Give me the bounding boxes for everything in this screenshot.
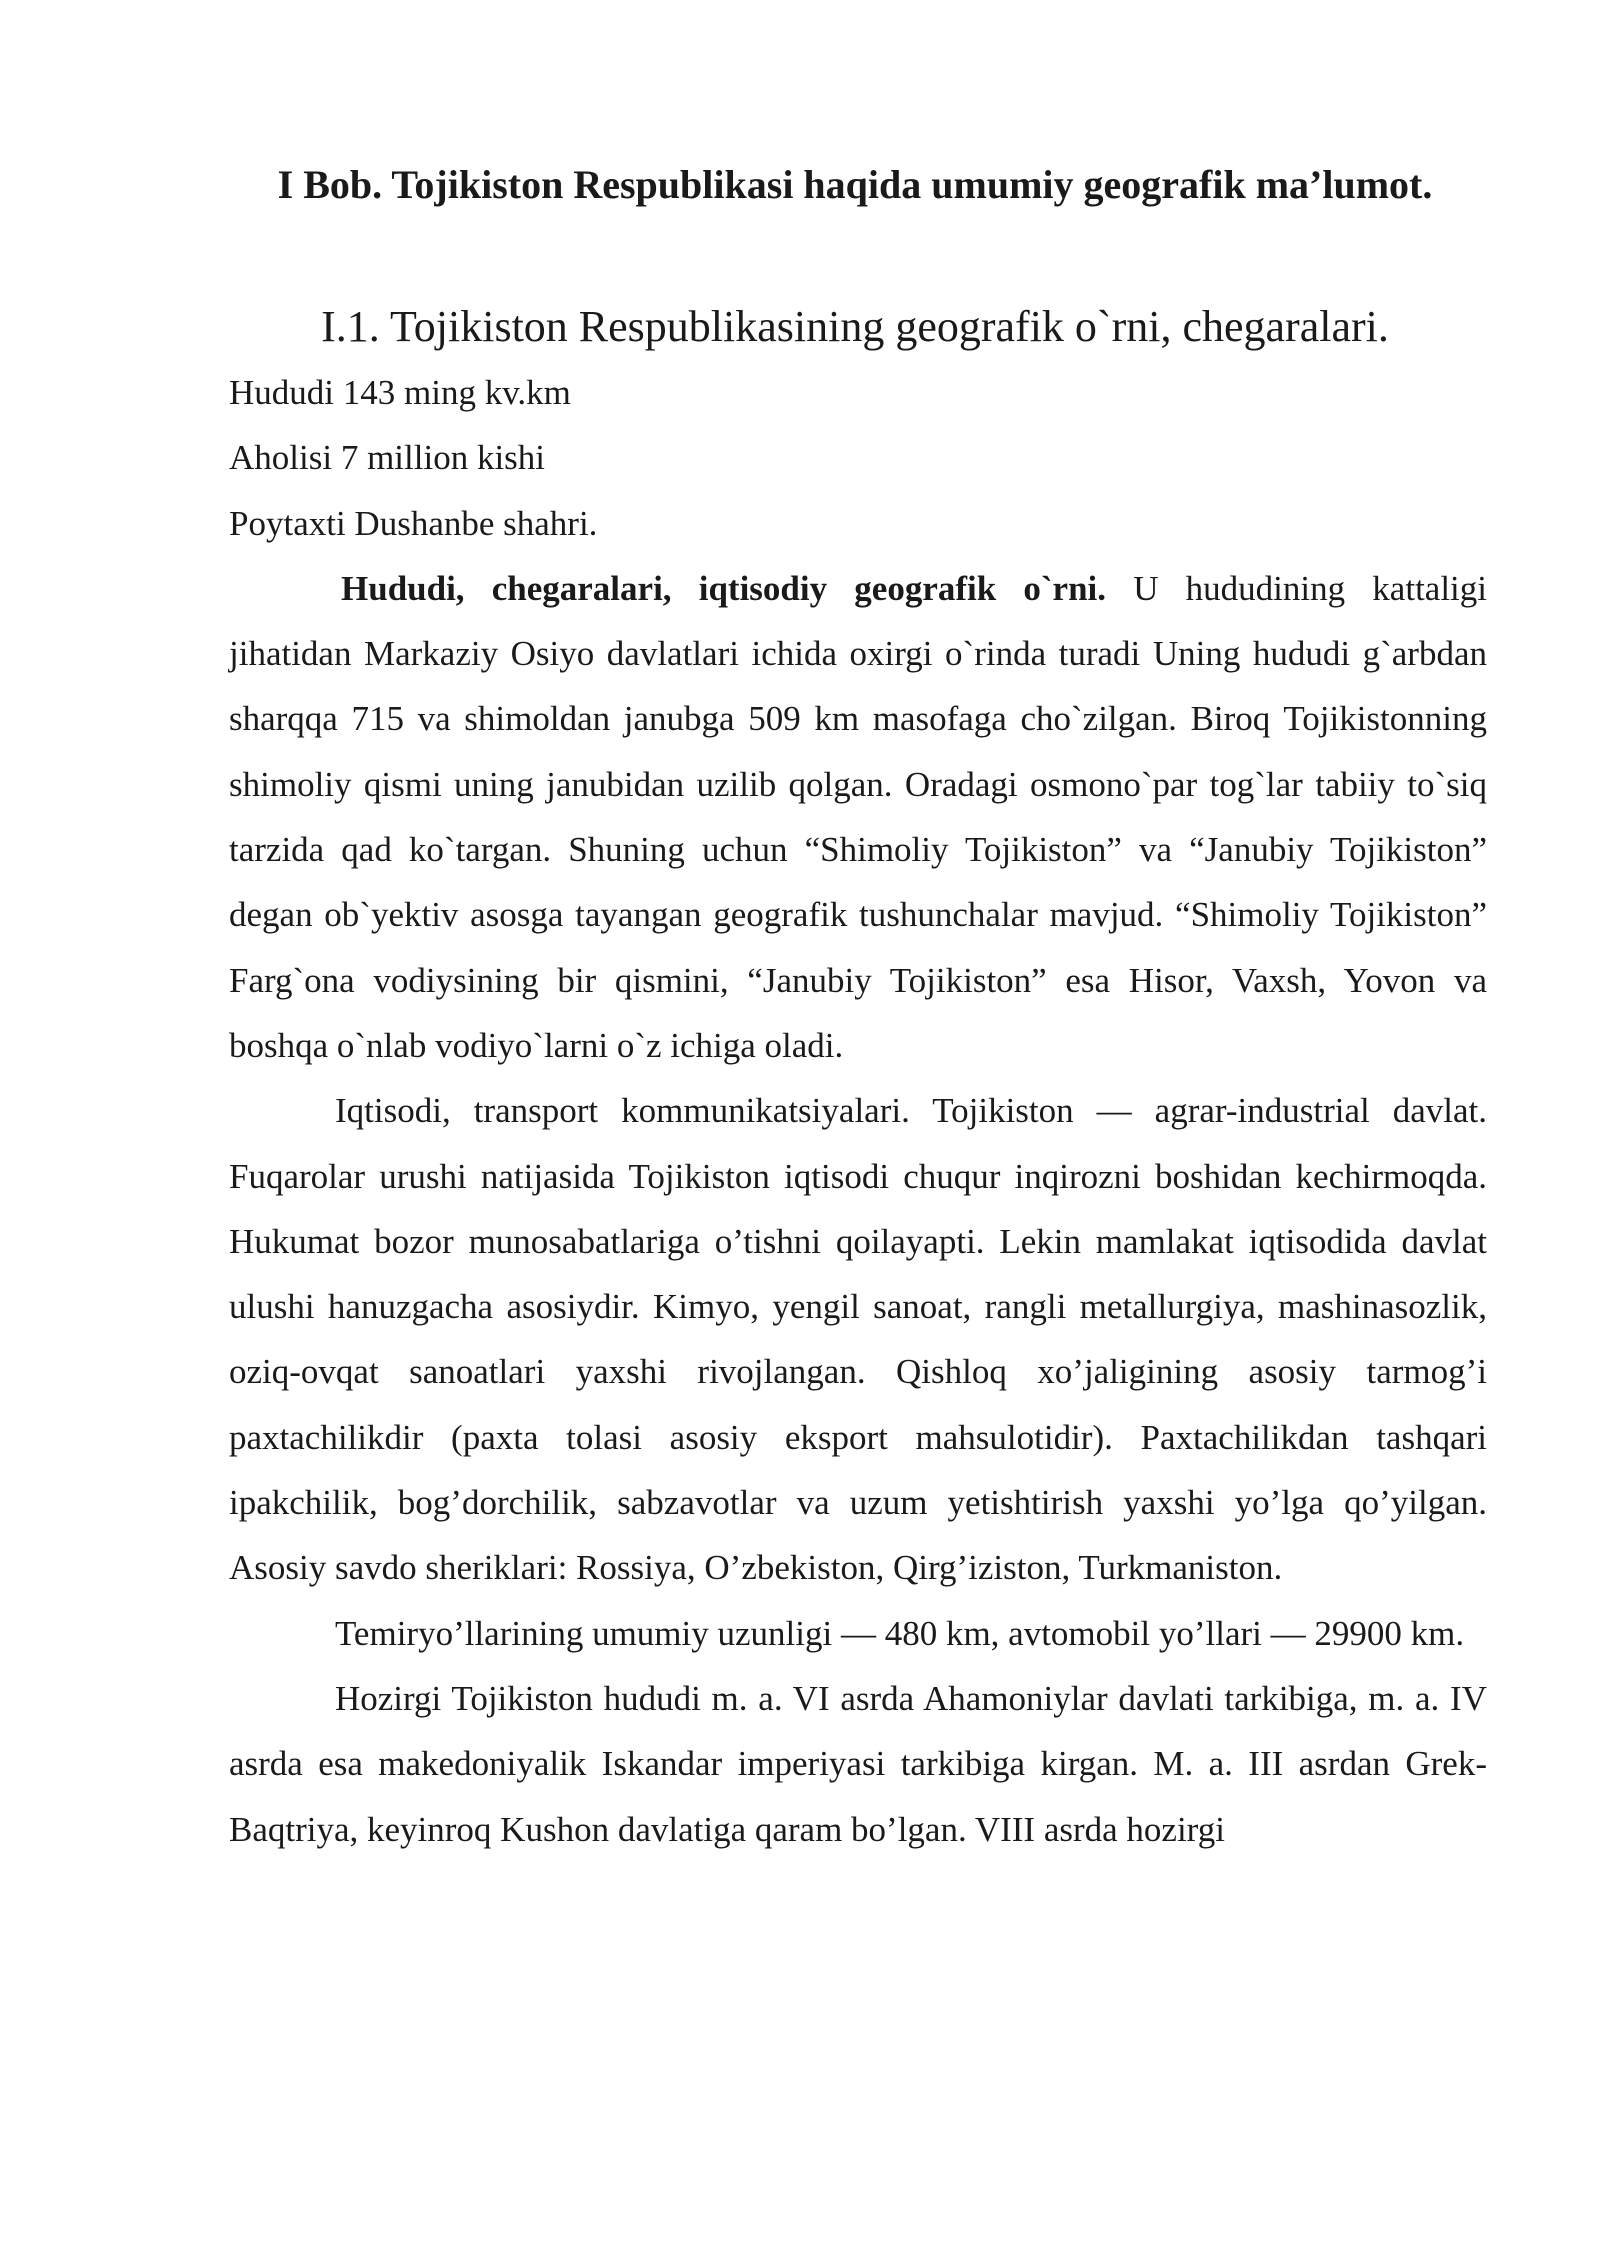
document-body (229, 360, 1487, 1862)
economy-paragraph: Iqtisodi, transport kommunikatsiyalari. Tojikiston — agrar-industrial davlat. Fuqarolar urushi natijasida Tojikiston iqtisodi chuqur inqirozni boshidan kechirmoqda. Hukumat bozor munosabatlariga o’tishni qoilayapti. Lekin mamlakat iqtisodida davlat ulushi hanuzgacha asosiydir. Kimyo, yengil sanoat, rangli metallurgiya, mashinasozlik, oziq-ovqat sanoatlari yaxshi rivojlangan. Qishloq xo’jaligining asosiy tarmog’i paxtachilikdir (paxta tolasi asosiy eksport mahsulotidir). Paxtachilikdan tashqari ipakchilik, bog’dorchilik, sabzavotlar va uzum yetishtirish yaxshi yo’lga qo’yilgan. Asosiy savdo sheriklari: Rossiya, O’zbekiston, Qirg’iziston, Turkmaniston. (229, 1091, 1487, 1588)
transport-paragraph: Temiryo’llarining umumiy uzunligi — 480 km, avtomobil yo’llari — 29900 km. (335, 1613, 1465, 1653)
section-title: I.1. Tojikiston Respublikasining geografik o`rni, chegaralari. (321, 302, 1389, 351)
territory-text: U hududining kattaligi jihatidan Markaziy Osiyo davlatlari ichida oxirgi o`rinda turadi Uning hududi g`arbdan sharqqa 715 va shimoldan janubga 509 km masofaga cho`zilgan. Biroq Tojikistonning shimoliy qismi uning janubidan uzilib qolgan. Oradagi osmono`par tog`lar tabiiy to`siq tarzida qad ko`targan. Shuning uchun “Shimoliy Tojikiston” va “Janubiy Tojikiston” degan ob`yektiv asosga tayangan geografik tushunchalar mavjud. “Shimoliy Tojikiston” Farg`ona vodiysining bir qismini, “Janubiy Tojikiston” esa Hisor, Vaxsh, Yovon va boshqa o`nlab vodiyo`larni o`z ichiga oladi. (229, 568, 1487, 1065)
area-fact: Hududi 143 ming kv.km (229, 373, 571, 412)
territory-paragraph (229, 556, 1487, 1078)
chapter-title: I Bob. Tojikiston Respublikasi haqida umumiy geografik ma’lumot. (277, 162, 1433, 207)
history-paragraph: Hozirgi Tojikiston hududi m. a. VI asrda Ahamoniylar davlati tarkibiga, m. a. IV asrda esa makedoniyalik Iskandar imperiyasi tarkibiga kirgan. M. a. III asrdan Grek-Baqtriya, keyinroq Kushon davlatiga qaram bo’lgan. VIII asrda hozirgi (229, 1678, 1487, 1849)
capital-fact: Poytaxti Dushanbe shahri. (229, 503, 598, 543)
territory-lead: Hududi, chegaralari, iqtisodiy geografik o`rni. (341, 568, 1107, 608)
population-fact: Aholisi 7 million kishi (229, 438, 546, 478)
